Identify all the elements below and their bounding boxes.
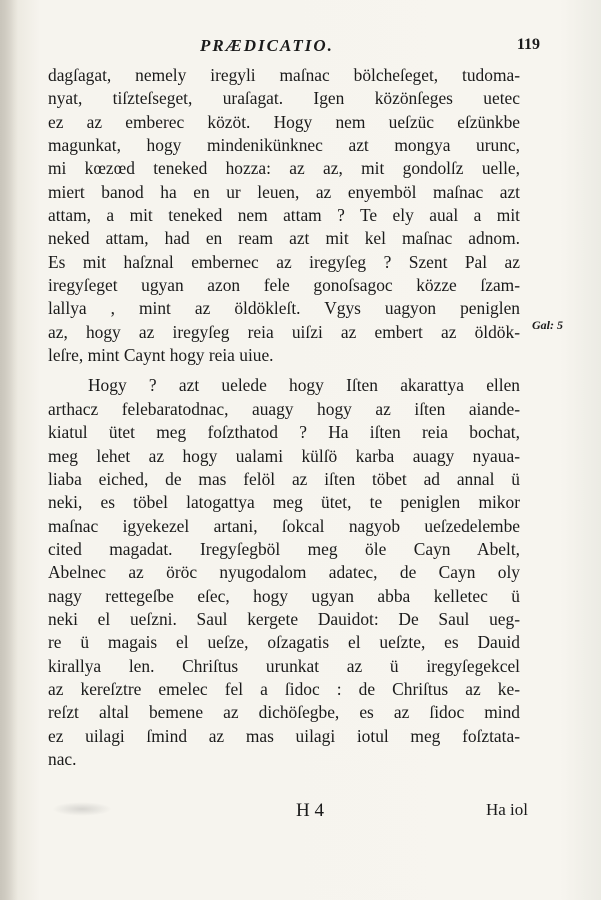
text-line: Es mit haſznal embernec az iregyſeg ? Szent Pal az [48,251,520,272]
text-line: nac. [48,748,77,769]
text-line: meg lehet az hogy ualami külſö karba auagy nyaua- [48,445,520,466]
text-line: iregyſeget ugyan azon fele gonoſsagoc közze ſzam- [48,275,520,296]
text-line: neki, es töbel latogattya meg ütet, te peniglen mikor [48,492,520,513]
page-footer [48,800,528,824]
text-line: lallya , mint az öldökleſt. Vgys uagyon peniglen [48,298,520,319]
text-line: mi kœzœd teneked hozza: az az, mit gondolſz uelle, [48,158,520,179]
paragraph-gap [48,367,520,374]
text-line: az kereſztre emelec fel a ſidoc : de Chriſtus az ke- [48,678,520,699]
text-line: attam, a mit teneked nem attam ? Te ely aual a mit [48,205,520,226]
signature-mark: H 4 [296,800,324,821]
marginal-note: Gal: 5 [532,318,563,332]
text-line: re ü magais el ueſze, oſzagatis el ueſzte, es Dauid [48,632,520,653]
text-line: dagſagat, nemely iregyli maſnac bölcheſeget, tudoma- [48,65,520,85]
text-line: kirallya len. Chriſtus urunkat az ü iregyſegekcel [48,655,520,676]
text-line: az, hogy az iregyſeg reia uiſzi az embert az öldök- [48,321,520,342]
text-line: neki el ueſzni. Saul kergete Dauidot: De Saul ueg- [48,608,520,629]
text-line: ez uilagi ſmind az mas uilagi iotul meg foſztata- [48,725,520,746]
text-line: Hogy ? azt uelede hogy Iſten akarattya ellen [88,375,520,396]
text-line: miert banod ha en ur leuen, az enyemböl maſnac azt [48,181,520,202]
text-line: maſnac igyekezel artani, ſokcal nagyob ueſzedelembe [48,515,520,536]
page-number: 119 [516,36,540,53]
text-line: reſzt altal bemene az dichöſegbe, es az ſidoc mind [48,702,520,723]
text-line: liaba eiched, de mas felöl az iſten töbet ad annal ü [48,468,520,489]
running-head: PRÆDICATIO. [200,36,334,55]
body-text [48,64,520,771]
gutter-shadow [0,0,18,900]
text-line: nagy rettegeſbe eſec, hogy ugyan abba kelletec ü [48,585,520,606]
text-line: cited magadat. Iregyſegböl meg öle Cayn Abelt, [48,538,520,559]
text-line: leſre, mint Caynt hogy reia uiue. [48,345,274,366]
text-line: Abelnec az öröc nyugodalom adatec, de Cayn oly [48,562,520,583]
text-line: kiatul ütet meg foſzthatod ? Ha iſten reia bochat, [48,422,520,443]
text-line: ez az emberec közöt. Hogy nem ueſzüc eſzünkbe [48,111,520,132]
text-line: magunkat, hogy mindenikünknec azt mongya urunc, [48,135,520,156]
text-line: nyat, tiſzteſseget, uraſagat. Igen közönſeges uetec [48,88,520,109]
text-line: neked attam, had en ream azt mit kel maſnac adnom. [48,228,520,249]
page-header [200,36,540,60]
catchword: Ha iol [485,800,528,819]
text-line: arthacz felebaratodnac, auagy hogy az iſten aiande- [48,398,520,419]
